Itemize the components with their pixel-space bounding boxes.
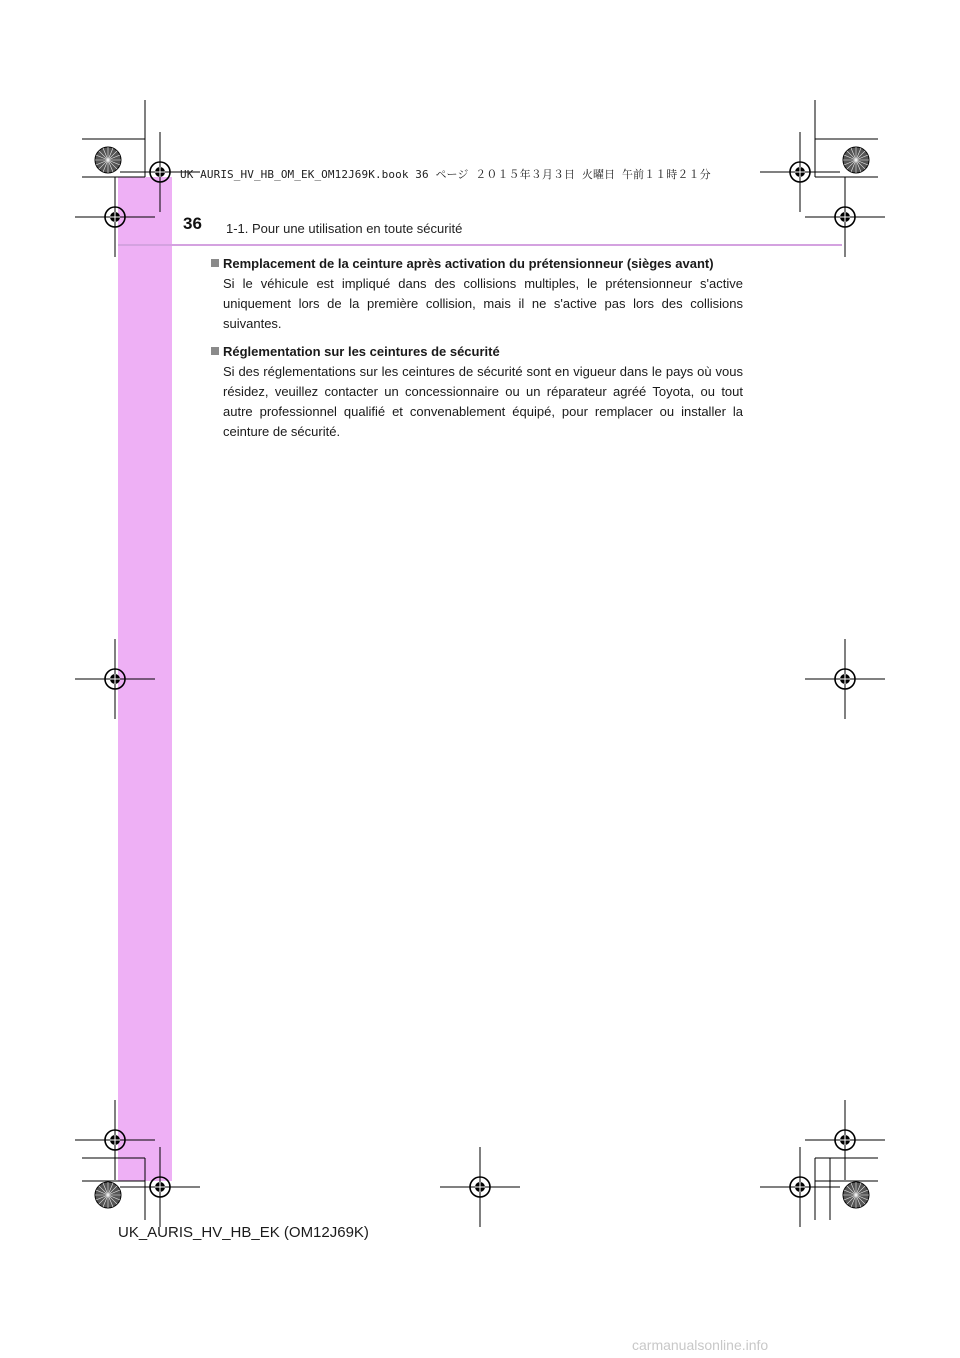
header-rule xyxy=(118,244,842,246)
section-belt-replacement xyxy=(211,254,743,334)
section-body: Si des réglementations sur les ceintures de sécurité sont en vigueur dans le pays où vous résidez, veuillez contacter un concessionnaire ou un réparateur agréé Toyota, ou tout autre professionnel qualifié et convenablement équipé, pour remplacer ou installer la ceinture de sécurité. xyxy=(223,364,743,439)
section-heading-text: Remplacement de la ceinture après activation du prétensionneur (sièges avant) xyxy=(223,256,714,271)
section-body: Si le véhicule est impliqué dans des collisions multiples, le prétensionneur s'active uniquement lors de la première collision, mais il ne s'active pas lors des collisions suivantes. xyxy=(223,276,743,331)
section-heading xyxy=(211,254,743,274)
square-bullet-icon xyxy=(211,259,219,267)
section-heading xyxy=(211,342,743,362)
chapter-title: 1-1. Pour une utilisation en toute sécurité xyxy=(226,221,463,236)
page-content xyxy=(211,254,743,450)
watermark: carmanualsonline.info xyxy=(632,1337,769,1353)
book-file-stamp: UK AURIS_HV_HB_OM_EK_OM12J69K.book 36 ページ ２０１５年３月３日 火曜日 午前１１時２１分 xyxy=(180,168,711,181)
page-number: 36 xyxy=(183,214,202,233)
section-belt-regulation xyxy=(211,342,743,442)
square-bullet-icon xyxy=(211,347,219,355)
section-heading-text: Réglementation sur les ceintures de sécurité xyxy=(223,344,500,359)
document-code: UK_AURIS_HV_HB_EK (OM12J69K) xyxy=(118,1224,369,1241)
